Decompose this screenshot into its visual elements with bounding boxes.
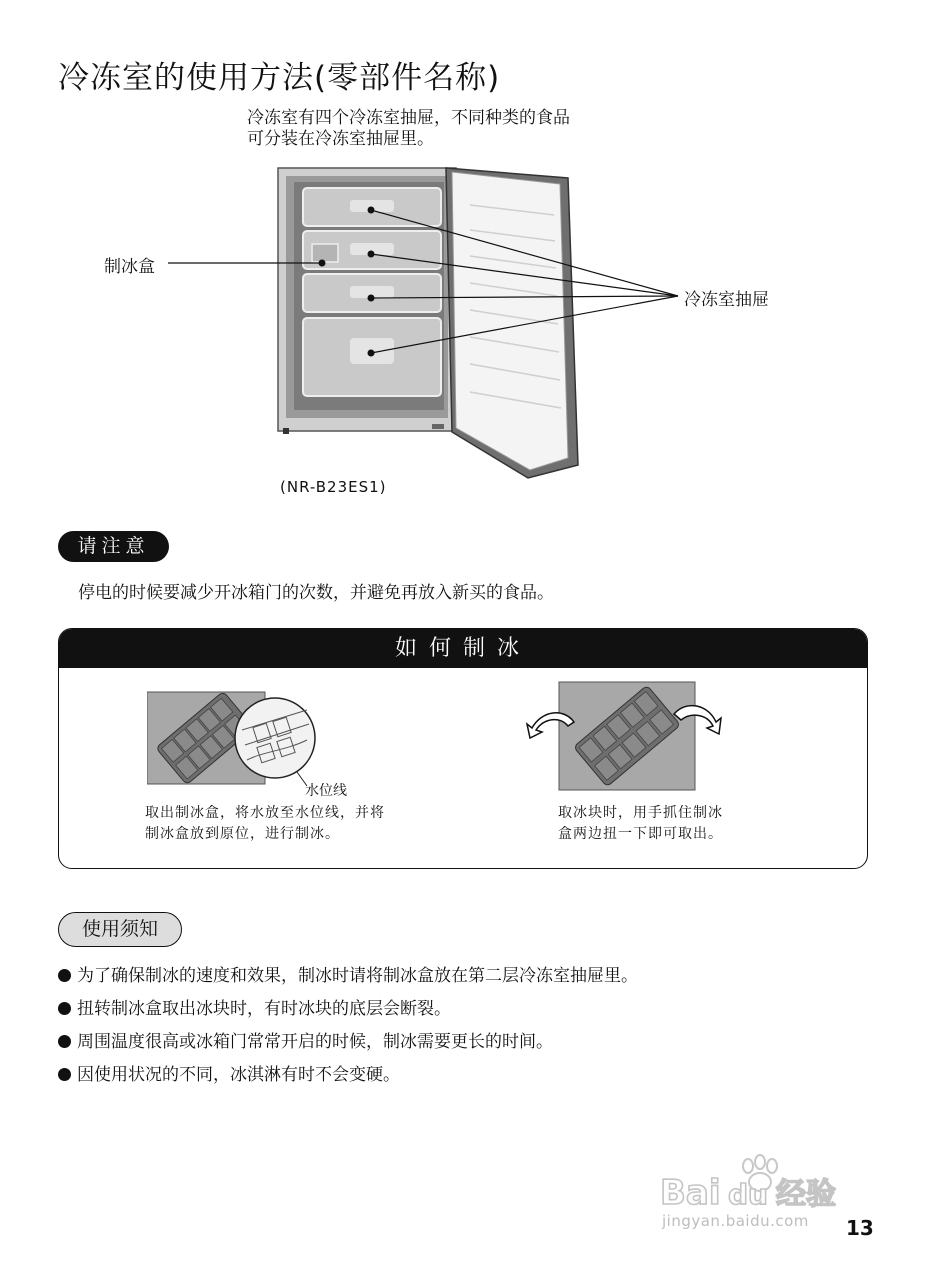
intro-line: 可分装在冷冻室抽屉里。 — [247, 129, 434, 149]
svg-text:经验: 经验 — [776, 1177, 836, 1212]
notice-text: 停电的时候要减少开冰箱门的次数，并避免再放入新买的食品。 — [78, 583, 554, 603]
twist-tray-illustration — [524, 678, 724, 796]
list-item — [58, 1026, 638, 1059]
fill-tray-illustration — [147, 690, 317, 788]
intro-text — [247, 108, 570, 150]
list-item — [58, 993, 638, 1026]
bullet-icon — [58, 969, 71, 982]
step1-line: 取出制冰盒，将水放至水位线，并将 — [145, 805, 385, 821]
freezer-drawer-label: 冷冻室抽屉 — [684, 290, 769, 310]
list-item-text: 扭转制冰盒取出冰块时，有时冰块的底层会断裂。 — [77, 999, 451, 1019]
page-number: 13 — [846, 1216, 874, 1240]
step2-line: 取冰块时，用手抓住制冰 — [558, 805, 723, 821]
intro-line: 冷冻室有四个冷冻室抽屉，不同种类的食品 — [247, 108, 570, 128]
step2-text — [558, 803, 723, 845]
page-title: 冷冻室的使用方法(零部件名称) — [58, 60, 501, 96]
bullet-icon — [58, 1035, 71, 1048]
step1-text — [145, 803, 385, 845]
svg-text:Bai: Bai — [660, 1173, 721, 1213]
list-item-text: 周围温度很高或冰箱门常常开启的时候，制冰需要更长的时间。 — [77, 1032, 553, 1052]
model-number: (NR-B23ES1) — [280, 478, 387, 496]
watermark-url: jingyan.baidu.com — [662, 1212, 809, 1230]
list-item — [58, 1059, 638, 1092]
bullet-icon — [58, 1068, 71, 1081]
usage-list — [58, 960, 638, 1092]
notice-badge: 请注意 — [58, 531, 169, 562]
step2-line: 盒两边扭一下即可取出。 — [558, 826, 723, 842]
list-item-text: 因使用状况的不同，冰淇淋有时不会变硬。 — [77, 1065, 400, 1085]
bullet-icon — [58, 1002, 71, 1015]
list-item-text: 为了确保制冰的速度和效果，制冰时请将制冰盒放在第二层冷冻室抽屉里。 — [77, 966, 638, 986]
usage-badge: 使用须知 — [58, 912, 182, 947]
panel-header: 如何制冰 — [59, 629, 867, 668]
step1-line: 制冰盒放到原位，进行制冰。 — [145, 826, 340, 842]
list-item — [58, 960, 638, 993]
svg-text:du: du — [728, 1178, 768, 1211]
freezer-illustration — [0, 150, 927, 490]
ice-tray-label: 制冰盒 — [104, 257, 155, 277]
water-line-label: 水位线 — [305, 783, 347, 799]
